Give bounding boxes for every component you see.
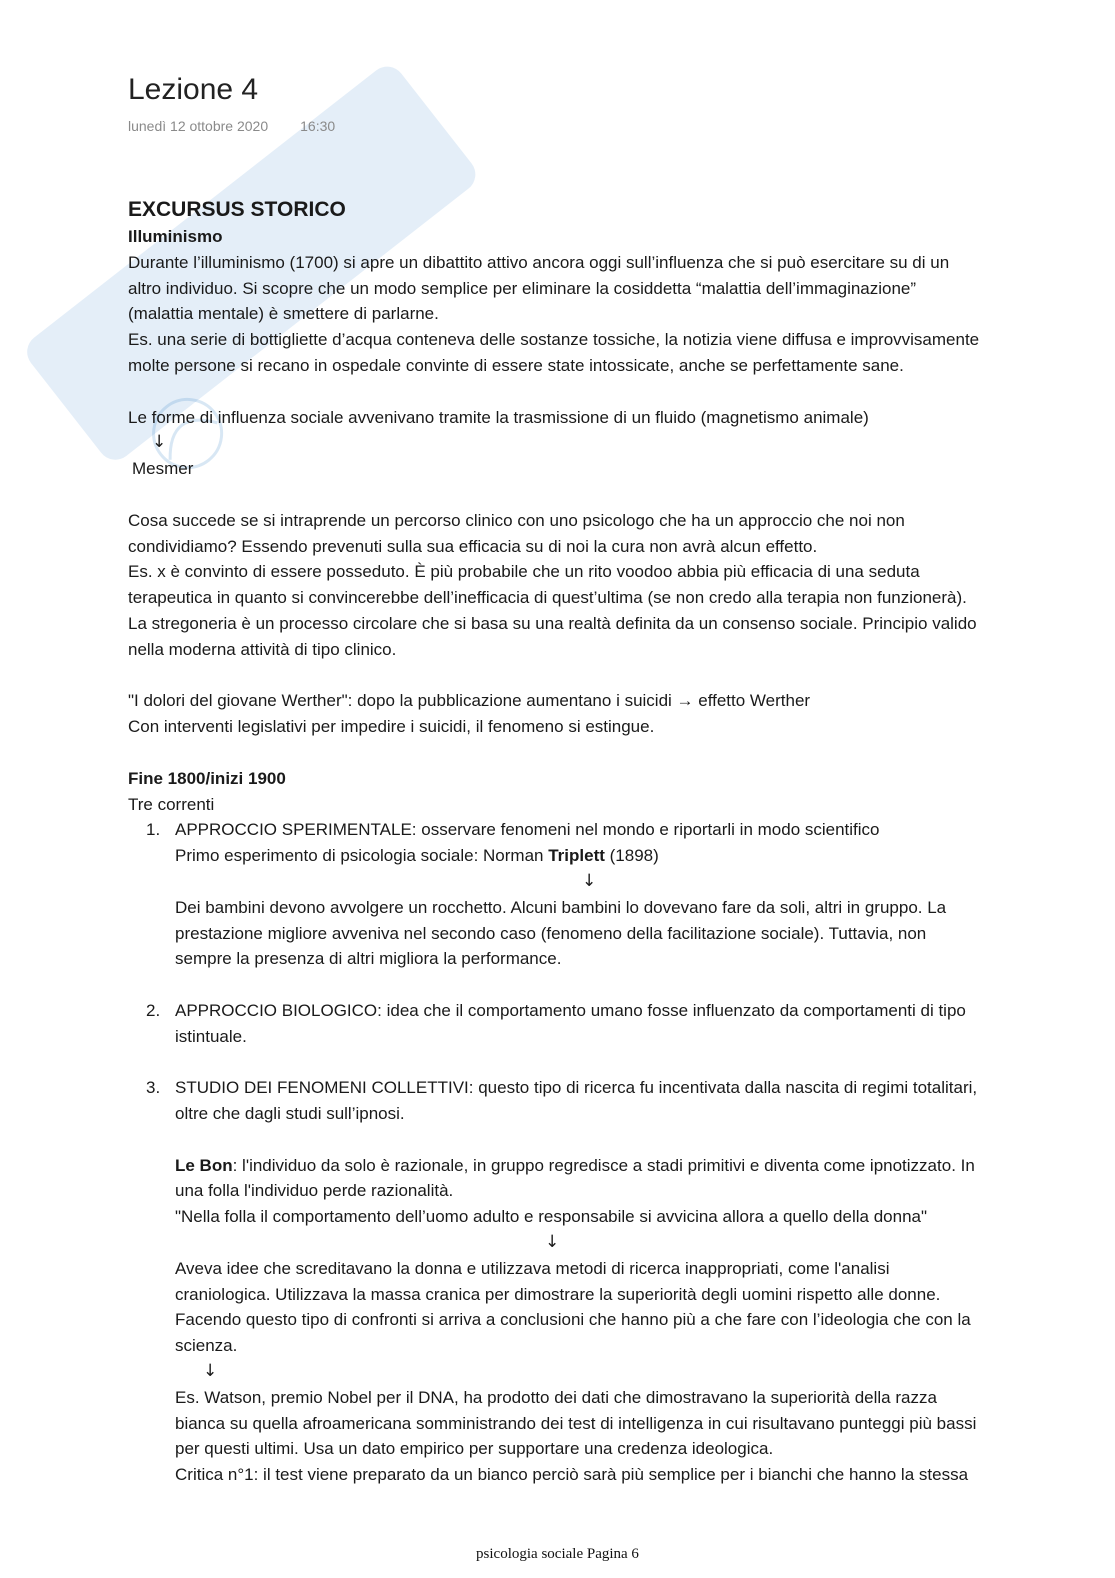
text-line: Dei bambini devono avvolgere un rocchetto. Alcuni bambini lo dovevano fare da soli, altri in gruppo. La xyxy=(175,897,947,917)
text-line: molte persone si recano in ospedale convinte di essere state intossicate, anche se perfettamente sane. xyxy=(128,355,904,375)
down-arrow-icon: ↓ xyxy=(545,1232,560,1253)
triplett-name: Triplett xyxy=(548,846,605,866)
text-line: altro individuo. Si scopre che un modo semplice per eliminare la cosiddetta “malattia dell’immaginazione” xyxy=(128,278,917,298)
down-arrow-icon: ↓ xyxy=(203,1361,218,1382)
text-line: Es. x è convinto di essere posseduto. È più probabile che un rito voodoo abbia più efficacia di una seduta xyxy=(128,562,920,582)
text-line: craniologica. Utilizzava la massa cranica per dimostrare la superiorità degli uomini rispetto alle donne. xyxy=(175,1284,941,1304)
text-line: Tre correnti xyxy=(128,794,215,814)
text-line: Aveva idee che screditavano la donna e utilizzava metodi di ricerca inappropriati, come l'analisi xyxy=(175,1258,890,1278)
text-line: Cosa succede se si intraprende un percorso clinico con uno psicologo che ha un approccio che noi non xyxy=(128,510,905,530)
list-number: 1. xyxy=(146,820,161,840)
le-bon-name: Le Bon xyxy=(175,1155,233,1175)
text-line: bianca su quella afroamericana somministrando dei test di intelligenza in cui risultavano punteggi più bassi xyxy=(175,1413,977,1433)
text-line: Con interventi legislativi per impedire i suicidi, il fenomeno si estingue. xyxy=(128,717,655,737)
list-item xyxy=(128,1075,1100,1488)
down-arrow-icon: ↓ xyxy=(582,870,597,891)
text-line: Es. Watson, premio Nobel per il DNA, ha prodotto dei dati che dimostravano la superiorità della razza xyxy=(175,1387,937,1407)
text-line: Primo esperimento di psicologia sociale: Norman Triplett (1898) xyxy=(175,846,659,866)
page-footer: psicologia sociale Pagina 6 xyxy=(476,1546,639,1562)
note-header xyxy=(128,72,1100,136)
list-number: 3. xyxy=(146,1078,161,1098)
text-line: APPROCCIO BIOLOGICO: idea che il comportamento umano fosse influenzato da comportamenti di tipo xyxy=(175,1000,966,1020)
text-line: Le Bon: l'individuo da solo è razionale, in gruppo regredisce a stadi primitivi e diventa come ipnotizzato. In xyxy=(175,1155,975,1175)
text-line: Critica n°1: il test viene preparato da un bianco perciò sarà più semplice per i bianchi che hanno la stessa xyxy=(175,1465,969,1485)
text-line: prestazione migliore avveniva nel secondo caso (fenomeno della facilitazione sociale). Tuttavia, non xyxy=(175,923,927,943)
text-line: scienza. xyxy=(175,1336,238,1356)
note-body xyxy=(128,196,1100,1488)
list-number: 2. xyxy=(146,1000,161,1020)
fine1800-heading: Fine 1800/inizi 1900 xyxy=(128,768,286,788)
text-line: per questi ultimi. Usa un dato empirico per supportare una credenza ideologica. xyxy=(175,1439,774,1459)
text-line: Facendo questo tipo di confronti si arriva a conclusioni che hanno più a che fare con l’ideologia che con la xyxy=(175,1310,971,1330)
text-line: nella moderna attività di tipo clinico. xyxy=(128,639,397,659)
text-line: (malattia mentale) è smettere di parlarne. xyxy=(128,304,439,324)
text-line: Le forme di influenza sociale avvenivano tramite la trasmissione di un fluido (magnetismo animale) xyxy=(128,407,869,427)
currents-list xyxy=(128,817,1100,1488)
quote-line: "Nella folla il comportamento dell’uomo adulto e responsabile si avvicina allora a quello della donna" xyxy=(175,1207,928,1227)
page-title: Lezione 4 xyxy=(128,73,259,106)
text-line: terapeutica in quanto si convincerebbe dell’inefficacia di quest’ultima (se non credo alla terapia non funzionerà). xyxy=(128,588,967,608)
text-line: una folla l'individuo perde razionalità. xyxy=(175,1181,454,1201)
text-line: sempre la presenza di altri migliora la performance. xyxy=(175,949,562,969)
list-item xyxy=(128,817,1100,972)
text-line: STUDIO DEI FENOMENI COLLETTIVI: questo tipo di ricerca fu incentivata dalla nascita di regimi totalitari, xyxy=(175,1078,978,1098)
note-meta xyxy=(128,118,1100,136)
text-line: Durante l’illuminismo (1700) si apre un dibattito attivo ancora oggi sull’influenza che si può esercitare su di un xyxy=(128,252,950,272)
list-item xyxy=(128,998,1100,1050)
note-time: 16:30 xyxy=(300,118,336,134)
text-line: oltre che dagli studi sull’ipnosi. xyxy=(175,1104,405,1124)
text-line: "I dolori del giovane Werther": dopo la pubblicazione aumentano i suicidi → effetto Werther xyxy=(128,691,811,711)
text-line: Es. una serie di bottigliette d’acqua conteneva delle sostanze tossiche, la notizia viene diffusa e improvvisamente xyxy=(128,330,980,350)
text-line: condividiamo? Essendo prevenuti sulla sua efficacia su di noi la cura non avrà alcun effetto. xyxy=(128,536,818,556)
illuminismo-heading: Illuminismo xyxy=(128,227,223,246)
text-line: La stregoneria è un processo circolare che si basa su una realtà definita da un consenso sociale. Principio valido xyxy=(128,613,977,633)
text-line: APPROCCIO SPERIMENTALE: osservare fenomeni nel mondo e riportarli in modo scientifico xyxy=(175,820,880,840)
mesmer-label: Mesmer xyxy=(132,459,194,479)
text-line: istintuale. xyxy=(175,1026,247,1046)
note-date: lunedì 12 ottobre 2020 xyxy=(128,118,269,134)
section-title: EXCURSUS STORICO xyxy=(128,198,346,221)
down-arrow-icon: ↓ xyxy=(152,432,167,453)
